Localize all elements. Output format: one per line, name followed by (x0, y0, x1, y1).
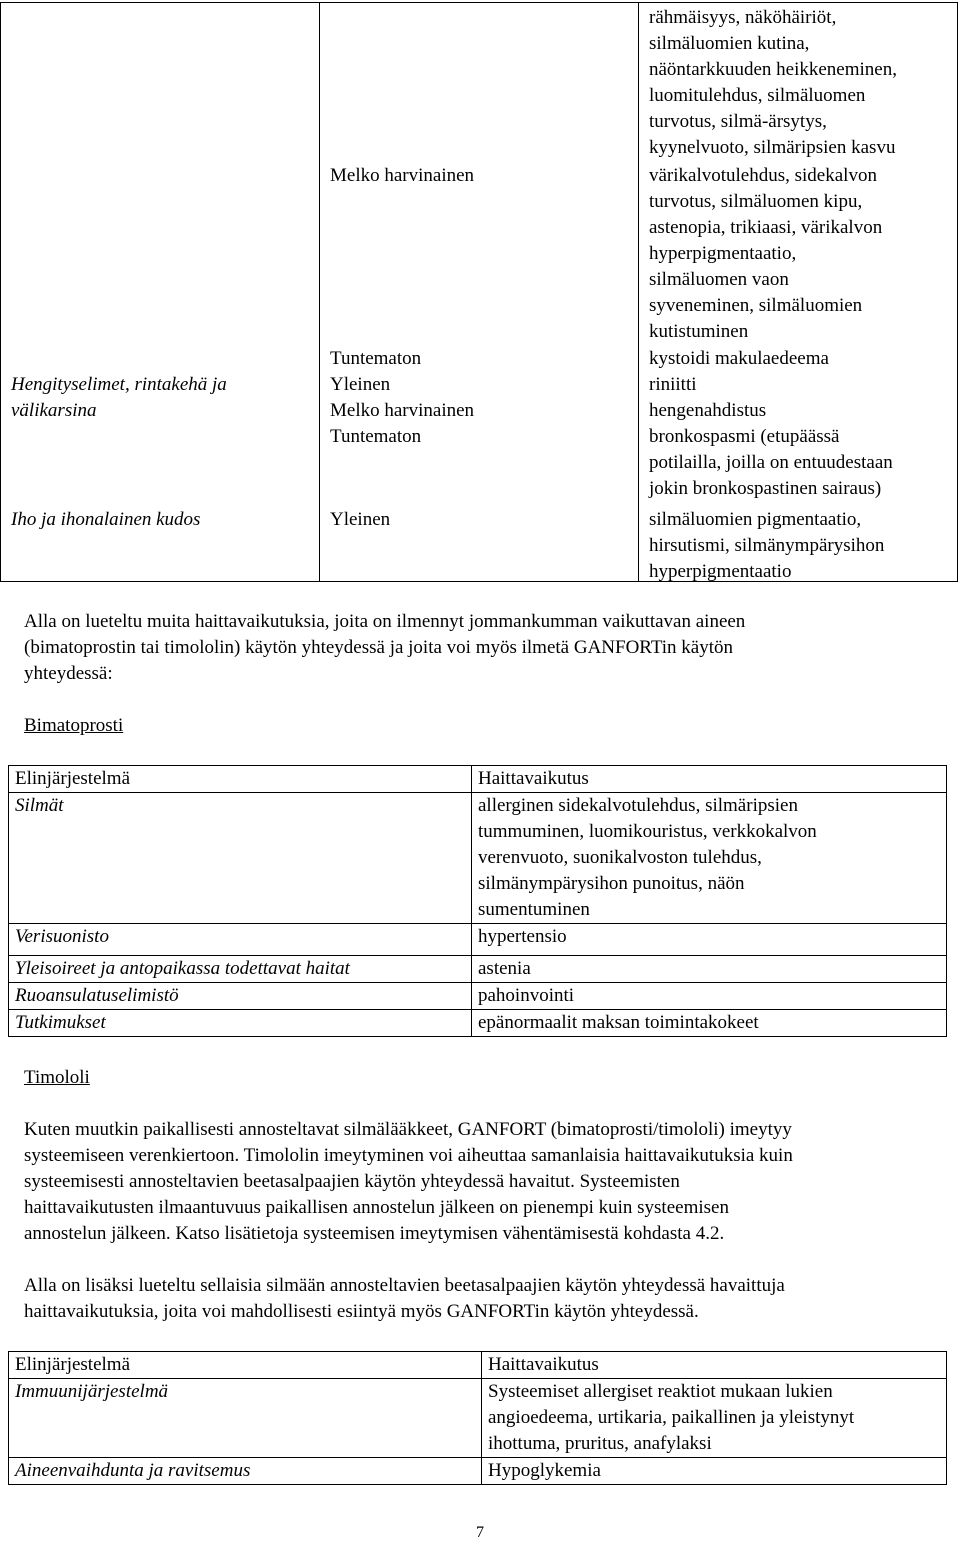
timolol-paragraph-1 (24, 1117, 944, 1247)
organ-text: Aineenvaihdunta ja ravitsemus (15, 1460, 251, 1481)
effect-text: pahoinvointi (478, 985, 575, 1006)
effect-text: näöntarkkuuden heikkeneminen, (649, 59, 897, 80)
header-effect (472, 766, 947, 793)
effect-text: hirsutismi, silmänympärysihon (649, 535, 885, 556)
effect-text: kystoidi makulaedeema (649, 348, 829, 369)
organ-text: Tutkimukset (15, 1012, 106, 1033)
effect-text: potilailla, joilla on entuudestaan (649, 452, 893, 473)
effect-text: sumentuminen (478, 899, 590, 920)
effect-text: angioedeema, urtikaria, paikallinen ja yleistynyt (488, 1407, 855, 1428)
effect-text: hyperpigmentaatio, (649, 243, 797, 264)
effect-text: epänormaalit maksan toimintakokeet (478, 1012, 759, 1033)
effect-text: luomitulehdus, silmäluomen (649, 85, 866, 106)
paragraph-line: systeemisesti annosteltavien beetasalpaajien käytön yhteydessä havaitut. Systeemisten (24, 1171, 680, 1192)
organ-skin: Iho ja ihonalainen kudos (11, 509, 201, 530)
effect-text: kutistuminen (649, 321, 749, 342)
paragraph-line: haittavaikutuksia, joita voi mahdollisesti esiintyä myös GANFORTin käytön yhteydessä. (24, 1301, 699, 1322)
effect-text: Hypoglykemia (488, 1460, 601, 1481)
header-organ-text: Elinjärjestelmä (15, 768, 131, 789)
effect-cell (472, 983, 947, 1010)
organ-cell (9, 983, 472, 1010)
effect-cell (472, 793, 947, 924)
effect-text: silmäluomien pigmentaatio, (649, 509, 862, 530)
header-effect-text: Haittavaikutus (488, 1354, 599, 1375)
organ-respiratory-line1: Hengityselimet, rintakehä ja (11, 374, 227, 395)
intro-paragraph (24, 609, 944, 687)
header-organ (9, 1352, 482, 1379)
effect-text: verenvuoto, suonikalvoston tulehdus, (478, 847, 762, 868)
freq-eye-uncommon: Melko harvinainen (330, 165, 475, 186)
organ-text: Verisuonisto (15, 926, 109, 947)
effect-text: hyperpigmentaatio (649, 561, 792, 582)
freq-resp-unknown: Tuntematon (330, 426, 422, 447)
effect-cell (482, 1379, 947, 1458)
organ-respiratory-line2: välikarsina (11, 400, 97, 421)
paragraph-line: (bimatoprostin tai timololin) käytön yhteydessä ja joita voi myös ilmetä GANFORTin käytön (24, 637, 734, 658)
effect-text: silmäluomien kutina, (649, 33, 810, 54)
paragraph-line: Kuten muutkin paikallisesti annosteltavat silmälääkkeet, GANFORT (bimatoprosti/timololi) imeytyy (24, 1119, 792, 1140)
organ-text: Silmät (15, 795, 64, 816)
effect-text: bronkospasmi (etupäässä (649, 426, 840, 447)
heading-bimatoprosti: Bimatoprosti (24, 715, 124, 736)
effect-text: kyynelvuoto, silmäripsien kasvu (649, 137, 896, 158)
heading-timololi: Timololi (24, 1067, 90, 1088)
paragraph-line: Alla on lisäksi lueteltu sellaisia silmään annosteltavien beetasalpaajien käytön yhteydessä havaittuja (24, 1275, 785, 1296)
paragraph-line: haittavaikutusten ilmaantuvuus paikallisen annostelun jälkeen on pienempi kuin systeemisen (24, 1197, 729, 1218)
organ-cell (9, 793, 472, 924)
adverse-effects-table-continued (0, 2, 958, 582)
effect-text: riniitti (649, 374, 697, 395)
paragraph-line: yhteydessä: (24, 663, 113, 684)
effect-text: rähmäisyys, näköhäiriöt, (649, 7, 837, 28)
effect-text: astenopia, trikiaasi, värikalvon (649, 217, 883, 238)
effect-cell (472, 1010, 947, 1037)
timolol-paragraph-2 (24, 1273, 944, 1325)
paragraph-line: Alla on lueteltu muita haittavaikutuksia, joita on ilmennyt jommankumman vaikuttavan aineen (24, 611, 746, 632)
header-organ (9, 766, 472, 793)
effect-text: hengenahdistus (649, 400, 767, 421)
effect-cell (482, 1458, 947, 1485)
effect-text: Systeemiset allergiset reaktiot mukaan lukien (488, 1381, 833, 1402)
paragraph-line: systeemiseen verenkiertoon. Timololin imeytyminen voi aiheuttaa samanlaisia haittavaikutuksia kuin (24, 1145, 793, 1166)
effect-text: syveneminen, silmäluomien (649, 295, 863, 316)
effect-text: jokin bronkospastinen sairaus) (649, 478, 882, 499)
effect-text: ihottuma, pruritus, anafylaksi (488, 1433, 712, 1454)
effect-text: tummuminen, luomikouristus, verkkokalvon (478, 821, 817, 842)
header-effect-text: Haittavaikutus (478, 768, 589, 789)
organ-column (1, 3, 320, 582)
effect-text: silmäluomen vaon (649, 269, 789, 290)
organ-text: Immuunijärjestelmä (15, 1381, 169, 1402)
bimatoprost-table (8, 765, 947, 1037)
effect-text: värikalvotulehdus, sidekalvon (649, 165, 877, 186)
organ-cell (9, 924, 472, 956)
effect-text: silmänympärysihon punoitus, näön (478, 873, 745, 894)
organ-cell (9, 1458, 482, 1485)
paragraph-line: annostelun jälkeen. Katso lisätietoja systeemisen imeytymisen vähentämisestä kohdasta 4.2. (24, 1223, 725, 1244)
organ-cell (9, 1010, 472, 1037)
effect-column (639, 3, 958, 582)
header-organ-text: Elinjärjestelmä (15, 1354, 131, 1375)
effect-text: turvotus, silmä-ärsytys, (649, 111, 827, 132)
timolol-table (8, 1351, 947, 1485)
organ-text: Ruoansulatuselimistö (15, 985, 179, 1006)
freq-skin-common: Yleinen (330, 509, 391, 530)
organ-cell (9, 1379, 482, 1458)
freq-eye-unknown: Tuntematon (330, 348, 422, 369)
freq-resp-uncommon: Melko harvinainen (330, 400, 475, 421)
effect-text: turvotus, silmäluomen kipu, (649, 191, 863, 212)
organ-cell (9, 956, 472, 983)
organ-text: Yleisoireet ja antopaikassa todettavat haitat (15, 958, 350, 979)
effect-text: astenia (478, 958, 531, 979)
freq-resp-common: Yleinen (330, 374, 391, 395)
effect-cell (472, 956, 947, 983)
header-effect (482, 1352, 947, 1379)
effect-text: hypertensio (478, 926, 567, 947)
effect-text: allerginen sidekalvotulehdus, silmäripsien (478, 795, 798, 816)
page-number: 7 (476, 1524, 484, 1541)
frequency-column (320, 3, 639, 582)
effect-cell (472, 924, 947, 956)
